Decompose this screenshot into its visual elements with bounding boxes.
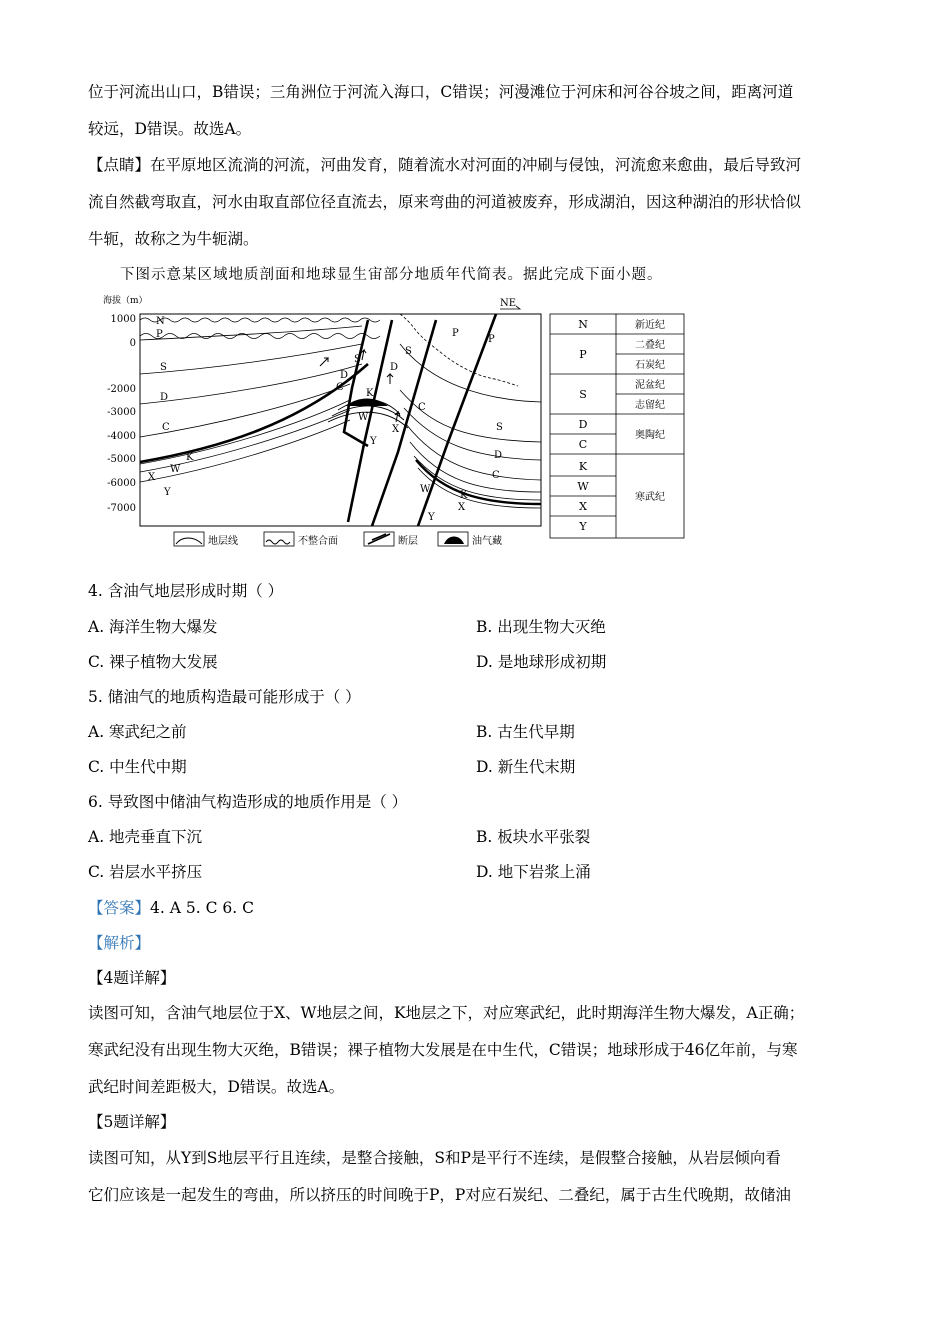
table-period: 二叠纪 bbox=[635, 340, 665, 351]
stratum-label: K bbox=[186, 452, 194, 463]
option-c[interactable]: C. 裸子植物大发展 bbox=[88, 653, 218, 671]
table-code: N bbox=[578, 318, 588, 331]
unconformity-line bbox=[140, 334, 380, 339]
table-code: P bbox=[579, 348, 587, 361]
stratum-line bbox=[140, 410, 350, 472]
option-d[interactable]: D. 是地球形成初期 bbox=[476, 653, 607, 671]
question-stem: 6. 导致图中储油气构造形成的地质作用是（ ） bbox=[88, 793, 408, 811]
stratum-label: Y bbox=[370, 436, 377, 447]
stratum-line bbox=[140, 344, 362, 374]
legend-stratum-sample bbox=[176, 538, 202, 544]
y-axis-label: 海拔（m） bbox=[103, 296, 148, 306]
stratum-label: C bbox=[492, 470, 500, 481]
table-period: 新近纪 bbox=[635, 320, 665, 331]
stratum-label: K bbox=[460, 490, 468, 501]
text-line: 武纪时间差距极大，D错误。故选A。 bbox=[88, 1078, 345, 1096]
question-stem: 5. 储油气的地质构造最可能形成于（ ） bbox=[88, 688, 361, 706]
text-line: 寒武纪没有出现生物大灭绝，B错误；裸子植物大发展是在中生代，C错误；地球形成于46亿年前，与寒 bbox=[88, 1041, 798, 1059]
y-tick: 1000 bbox=[110, 314, 136, 325]
stratum-label: K bbox=[366, 388, 374, 399]
table-code: D bbox=[578, 418, 588, 431]
stratum-label: D bbox=[340, 370, 349, 381]
option-a[interactable]: A. 寒武纪之前 bbox=[88, 723, 187, 741]
legend-swatch bbox=[174, 532, 204, 546]
answer-text: 4. A 5. C 6. C bbox=[150, 899, 254, 917]
table-code: W bbox=[577, 480, 589, 493]
y-tick: -5000 bbox=[107, 454, 136, 465]
table-code: S bbox=[579, 388, 587, 401]
fault-line bbox=[344, 320, 368, 446]
stratum-label: C bbox=[336, 382, 344, 393]
stratum-label: S bbox=[405, 346, 412, 357]
table-period: 寒武纪 bbox=[635, 492, 665, 503]
stratum-line bbox=[404, 408, 541, 460]
stratum-label: S bbox=[354, 354, 361, 365]
table-period: 泥盆纪 bbox=[635, 380, 665, 391]
legend-swatch bbox=[264, 532, 294, 546]
y-tick: -7000 bbox=[107, 503, 136, 514]
stratum-label: X bbox=[392, 424, 400, 435]
legend-label: 油气藏 bbox=[472, 536, 502, 547]
stratum-label: W bbox=[420, 484, 431, 495]
unconformity-top bbox=[140, 318, 380, 322]
fault-arrow bbox=[320, 358, 328, 366]
stratum-label: C bbox=[418, 402, 426, 413]
geology-figure bbox=[100, 292, 700, 558]
legend-fault-sample bbox=[368, 534, 390, 544]
stratum-line bbox=[400, 390, 541, 442]
figure-intro: 下图示意某区域地质剖面和地球显生宙部分地质年代简表。据此完成下面小题。 bbox=[120, 267, 663, 283]
y-tick: -4000 bbox=[107, 431, 136, 442]
stratum-label: C bbox=[162, 422, 170, 433]
detail-label: 【5题详解】 bbox=[88, 1113, 176, 1131]
stratum-label: S bbox=[496, 422, 503, 433]
stratum-line bbox=[140, 400, 350, 464]
unconformity-line-right bbox=[400, 314, 518, 386]
text-line: 读图可知，从Y到S地层平行且连续，是整合接触，S和P是平行不连续，是假整合接触，从岩层倾向看 bbox=[88, 1149, 781, 1167]
text-line: 较远，D错误。故选A。 bbox=[88, 120, 252, 138]
table-code: C bbox=[578, 438, 588, 451]
legend-label: 地层线 bbox=[208, 536, 238, 547]
text-line: 位于河流出山口，B错误；三角洲位于河流入海口，C错误；河漫滩位于河床和河谷谷坡之间，距离河道 bbox=[88, 83, 794, 101]
y-tick: -3000 bbox=[107, 407, 136, 418]
analysis-label: 【解析】 bbox=[88, 934, 151, 952]
option-a[interactable]: A. 地壳垂直下沉 bbox=[88, 828, 203, 846]
fault-line bbox=[372, 320, 436, 526]
legend-label: 断层 bbox=[398, 536, 418, 547]
stratum-label: W bbox=[170, 464, 181, 475]
y-tick: 0 bbox=[129, 338, 136, 349]
thick-stratum bbox=[140, 364, 368, 462]
stratum-label: S bbox=[160, 362, 167, 373]
stratum-label: P bbox=[452, 328, 459, 339]
stratum-label: D bbox=[390, 362, 399, 373]
legend-unconformity-sample bbox=[266, 540, 290, 544]
dianjing-label: 【点睛】 bbox=[88, 156, 151, 174]
y-tick: -2000 bbox=[107, 384, 136, 395]
option-b[interactable]: B. 板块水平张裂 bbox=[476, 828, 591, 846]
option-a[interactable]: A. 海洋生物大爆发 bbox=[88, 618, 218, 636]
table-code: K bbox=[578, 460, 588, 473]
stratum-label: N bbox=[156, 316, 165, 327]
answer-line bbox=[88, 898, 254, 918]
answer-label: 【答案】 bbox=[88, 899, 151, 917]
table-period: 奥陶纪 bbox=[635, 430, 665, 441]
table-period: 志留纪 bbox=[635, 400, 665, 411]
dianjing-text: 在平原地区流淌的河流，河曲发育，随着流水对河面的冲刷与侵蚀，河流愈来愈曲，最后导致河 bbox=[150, 156, 802, 174]
legend-label: 不整合面 bbox=[298, 536, 338, 547]
direction-label: NE bbox=[500, 298, 517, 309]
option-d[interactable]: D. 地下岩浆上涌 bbox=[476, 863, 591, 881]
text-line: 读图可知，含油气地层位于X、W地层之间，K地层之下，对应寒武纪，此时期海洋生物大爆发，A正确； bbox=[88, 1004, 805, 1022]
detail-label: 【4题详解】 bbox=[88, 969, 176, 987]
option-d[interactable]: D. 新生代末期 bbox=[476, 758, 576, 776]
stratum-label: X bbox=[458, 502, 466, 513]
legend-oil-sample bbox=[444, 537, 464, 545]
stratum-label: P bbox=[488, 334, 495, 345]
stratum-label: Y bbox=[164, 487, 171, 498]
stratum-line bbox=[140, 384, 350, 437]
option-b[interactable]: B. 古生代早期 bbox=[476, 723, 575, 741]
table-code: X bbox=[579, 500, 587, 513]
stratum-label: X bbox=[148, 472, 156, 483]
text-line: 它们应该是一起发生的弯曲，所以挤压的时间晚于P，P对应石炭纪、二叠纪，属于古生代晚期，故储油 bbox=[88, 1186, 791, 1204]
y-tick: -6000 bbox=[107, 478, 136, 489]
question-stem: 4. 含油气地层形成时期（ ） bbox=[88, 582, 284, 600]
option-b[interactable]: B. 出现生物大灭绝 bbox=[476, 618, 606, 636]
text-line: 牛轭，故称之为牛轭湖。 bbox=[88, 230, 259, 248]
dianjing-line bbox=[88, 155, 801, 175]
stratum-label: P bbox=[156, 329, 163, 340]
table-code: Y bbox=[579, 520, 587, 533]
option-c[interactable]: C. 岩层水平挤压 bbox=[88, 863, 203, 881]
stratum-label: Y bbox=[428, 512, 435, 523]
text-line: 流自然截弯取直，河水由取直部位径直流去，原来弯曲的河道被废弃，形成湖泊，因这种湖泊的形状恰似 bbox=[88, 193, 802, 211]
stratum-label: D bbox=[160, 392, 169, 403]
stratum-label: D bbox=[494, 450, 503, 461]
oil-reservoir bbox=[346, 399, 388, 407]
fault-arrow bbox=[387, 374, 393, 384]
table-period: 石炭纪 bbox=[635, 360, 665, 371]
stratum-line bbox=[140, 364, 362, 404]
stratum-label: W bbox=[358, 412, 369, 423]
option-c[interactable]: C. 中生代中期 bbox=[88, 758, 187, 776]
